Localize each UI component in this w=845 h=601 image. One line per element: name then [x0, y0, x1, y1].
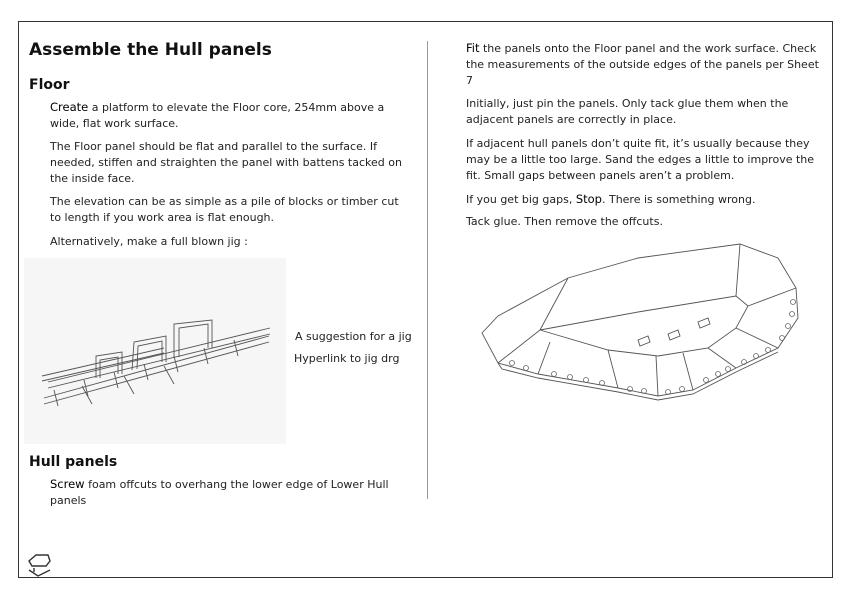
right-paragraph-adjacent: If adjacent hull panels don’t quite fit, it’s usually because they may be a little too large. Sand the edges a little to improve the fit. Small gaps between panels aren’t a problem. [466, 137, 815, 182]
column-divider [427, 41, 428, 499]
right-stop-pre: If you get big gaps, [466, 193, 576, 206]
floor-create-text: a platform to elevate the Floor core, 254mm above a wide, flat work surface. [50, 101, 385, 130]
floor-paragraph-create [50, 99, 410, 132]
floor-paragraph-jig: Alternatively, make a full blown jig : [50, 235, 248, 248]
right-paragraph-stop [466, 191, 821, 208]
hull-heading: Hull panels [29, 454, 118, 470]
floor-heading: Floor [29, 77, 70, 93]
hull-screw-bold: Screw [50, 477, 85, 491]
jig-caption: A suggestion for a jig [295, 330, 412, 343]
right-stop-bold: Stop [575, 192, 602, 206]
right-fit-bold: Fit [466, 41, 480, 55]
page-title: Assemble the Hull panels [29, 40, 272, 60]
boat-hull-logo-icon [26, 552, 52, 578]
jig-hyperlink[interactable]: Hyperlink to jig drg [294, 352, 400, 365]
right-paragraph-pin: Initially, just pin the panels. Only tack glue them when the adjacent panels are correctly in place. [466, 97, 789, 126]
right-fit-text: the panels onto the Floor panel and the work surface. Check the measurements of the outside edges of the panels per Sheet 7 [466, 42, 819, 87]
right-stop-post: . There is something wrong. [601, 193, 756, 206]
hull-paragraph-screw [50, 476, 410, 509]
jig-illustration [24, 258, 286, 444]
floor-paragraph-elevation: The elevation can be as simple as a pile of blocks or timber cut to length if you work area is flat enough. [50, 195, 399, 224]
floor-paragraph-flat: The Floor panel should be flat and parallel to the surface. If needed, stiffen and straighten the panel with battens tacked on the inside face. [50, 140, 402, 185]
jig-drawing [24, 258, 286, 444]
floor-create-bold: Create [50, 100, 89, 114]
hull-screw-text: foam offcuts to overhang the lower edge of Lower Hull panels [50, 478, 389, 507]
right-paragraph-fit [466, 40, 821, 89]
hull-assembly-drawing [478, 238, 808, 403]
right-paragraph-tack: Tack glue. Then remove the offcuts. [466, 215, 663, 228]
